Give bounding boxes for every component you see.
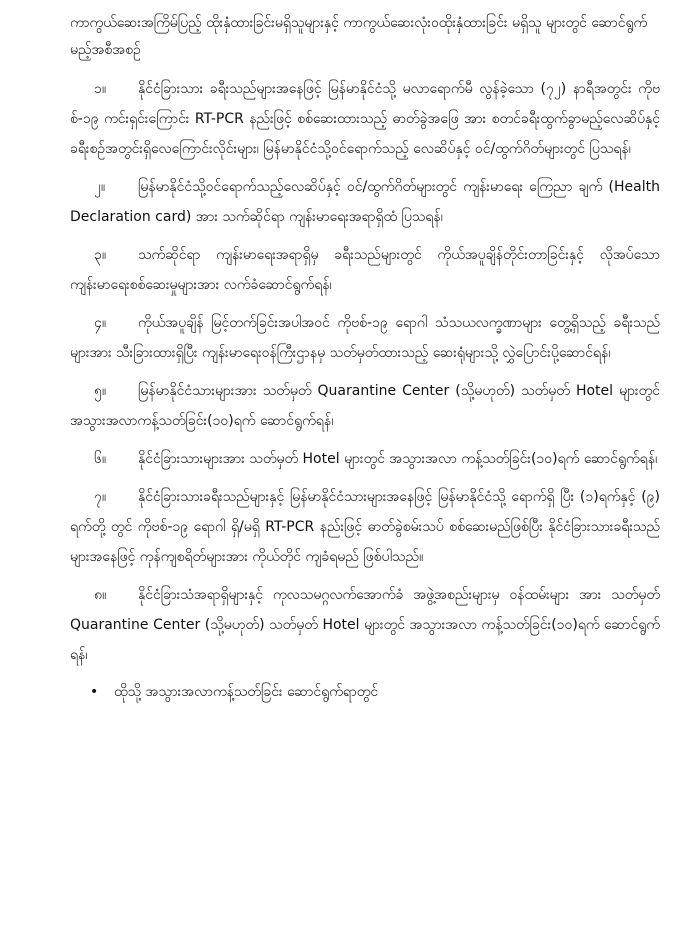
item-number: ၇။ bbox=[94, 489, 107, 505]
item-text: နိုင်ငံခြားသားခရီးသည်များနှင့် မြန်မာနိုင်ငံသားများအနေဖြင့် မြန်မာနိုင်ငံသို့ ရောက်ရှိ ပြီး (၁)ရက်နှင့် (၉) ရက်တို့ တွင် ကိုဗစ်-၁၉ ရောဂါ ရှိ/မရှိ RT-PCR နည်းဖြင့် ဓာတ်ခွဲစမ်းသပ် စစ်ဆေးမည်ဖြစ်ပြီး နိုင်ငံခြားသားခရီးသည်များအနေဖြင့် ကုန်ကျစရိတ်များအား ကိုယ်တိုင် ကျခံရမည် ဖြစ်ပါသည်။ bbox=[70, 489, 660, 565]
item-number: ၅။ bbox=[94, 383, 107, 399]
list-item-2 bbox=[70, 172, 660, 232]
item-number: ၆။ bbox=[94, 451, 107, 467]
item-number: ၂။ bbox=[94, 179, 106, 195]
section-heading: ကာကွယ်ဆေးအကြိမ်ပြည့် ထိုးနှံထားခြင်းမရှိသူများနှင့် ကာကွယ်ဆေးလုံးဝထိုးနှံထားခြင်း မရှိသူ များတွင် ဆောင်ရွက်မည့်အစီအစဉ် bbox=[70, 15, 648, 58]
bullet-item bbox=[70, 678, 660, 706]
bullet-text: ထိုသို့ အသွားအလာကန့်သတ်ခြင်း ဆောင်ရွက်ရာတွင် bbox=[114, 684, 379, 700]
list-item-7 bbox=[70, 482, 660, 572]
item-text: သက်ဆိုင်ရာ ကျန်းမာရေးအရာရှိမှ ခရီးသည်များတွင် ကိုယ်အပူချိန်တိုင်းတာခြင်းနှင့် လိုအပ်သော ကျန်းမာရေးစစ်ဆေးမှုများအား လက်ခံဆောင်ရွက်ရန်၊ bbox=[70, 247, 660, 293]
item-number: ၄။ bbox=[94, 315, 107, 331]
list-item-8 bbox=[70, 580, 660, 670]
item-text: နိုင်ငံခြားသံအရာရှိများနှင့် ကုလသမဂ္ဂလက်အောက်ခံ အဖွဲ့အစည်းများမှ ဝန်ထမ်းများ အား သတ်မှတ် Quarantine Center (သို့မဟုတ်) သတ်မှတ် Hotel များတွင် အသွားအလာ ကန့်သတ်ခြင်း(၁၀)ရက် ဆောင်ရွက်ရန်၊ bbox=[70, 587, 660, 663]
list-item-1 bbox=[70, 74, 660, 164]
item-number: ၈။ bbox=[94, 587, 107, 603]
item-number: ၃။ bbox=[94, 247, 107, 263]
item-text: ကိုယ်အပူချိန် မြင့်တက်ခြင်းအပါအဝင် ကိုဗစ်-၁၉ ရောဂါ သံသယလက္ခဏာများ တွေ့ရှိသည့် ခရီးသည်များအား သီးခြားထားရှိပြီး ကျန်းမာရေးဝန်ကြီးဌာနမှ သတ်မှတ်ထားသည့် ဆေးရုံများသို့ လွှဲပြောင်းပို့ဆောင်ရန်၊ bbox=[70, 315, 660, 361]
item-text: မြန်မာနိုင်ငံသို့ဝင်ရောက်သည့်လေဆိပ်နှင့် ဝင်/ထွက်ဂိတ်များတွင် ကျန်းမာရေး ကြေညာ ချက် (Health Declaration card) အား သက်ဆိုင်ရာ ကျန်းမာရေးအရာရှိထံ ပြသရန်၊ bbox=[70, 179, 660, 225]
list-item-3 bbox=[70, 240, 660, 300]
item-text: မြန်မာနိုင်ငံသားများအား သတ်မှတ် Quarantine Center (သို့မဟုတ်) သတ်မှတ် Hotel များတွင် အသွားအလာကန့်သတ်ခြင်း(၁၀)ရက် ဆောင်ရွက်ရန်၊ bbox=[70, 383, 660, 429]
item-number: ၁။ bbox=[94, 81, 107, 97]
item-text: နိုင်ငံခြားသား ခရီးသည်များအနေဖြင့် မြန်မာနိုင်ငံသို့ မလာရောက်မီ လွန်ခဲ့သော (၇၂) နာရီအတွင်း ကိုဗစ်-၁၉ ကင်းရှင်းကြောင်း RT-PCR နည်းဖြင့် စစ်ဆေးထားသည့် ဓာတ်ခွဲအဖြေ အား စတင်ခရီးထွက်ခွာမည့်လေဆိပ်နှင့် ခရီးစဉ်အတွင်းရှိလေကြောင်းလိုင်းများ၊ မြန်မာနိုင်ငံသို့ဝင်ရောက်သည့် လေဆိပ်နှင့် ဝင်/ထွက်ဂိတ်များတွင် ပြသရန်၊ bbox=[70, 81, 660, 157]
bullet-point-icon: • bbox=[90, 684, 99, 700]
item-text: နိုင်ငံခြားသားများအား သတ်မှတ် Hotel များတွင် အသွားအလာ ကန့်သတ်ခြင်း(၁၀)ရက် ဆောင်ရွက်ရန်၊ bbox=[138, 451, 658, 467]
list-item-4 bbox=[70, 308, 660, 368]
list-item-6 bbox=[70, 444, 660, 474]
list-item-5 bbox=[70, 376, 660, 436]
